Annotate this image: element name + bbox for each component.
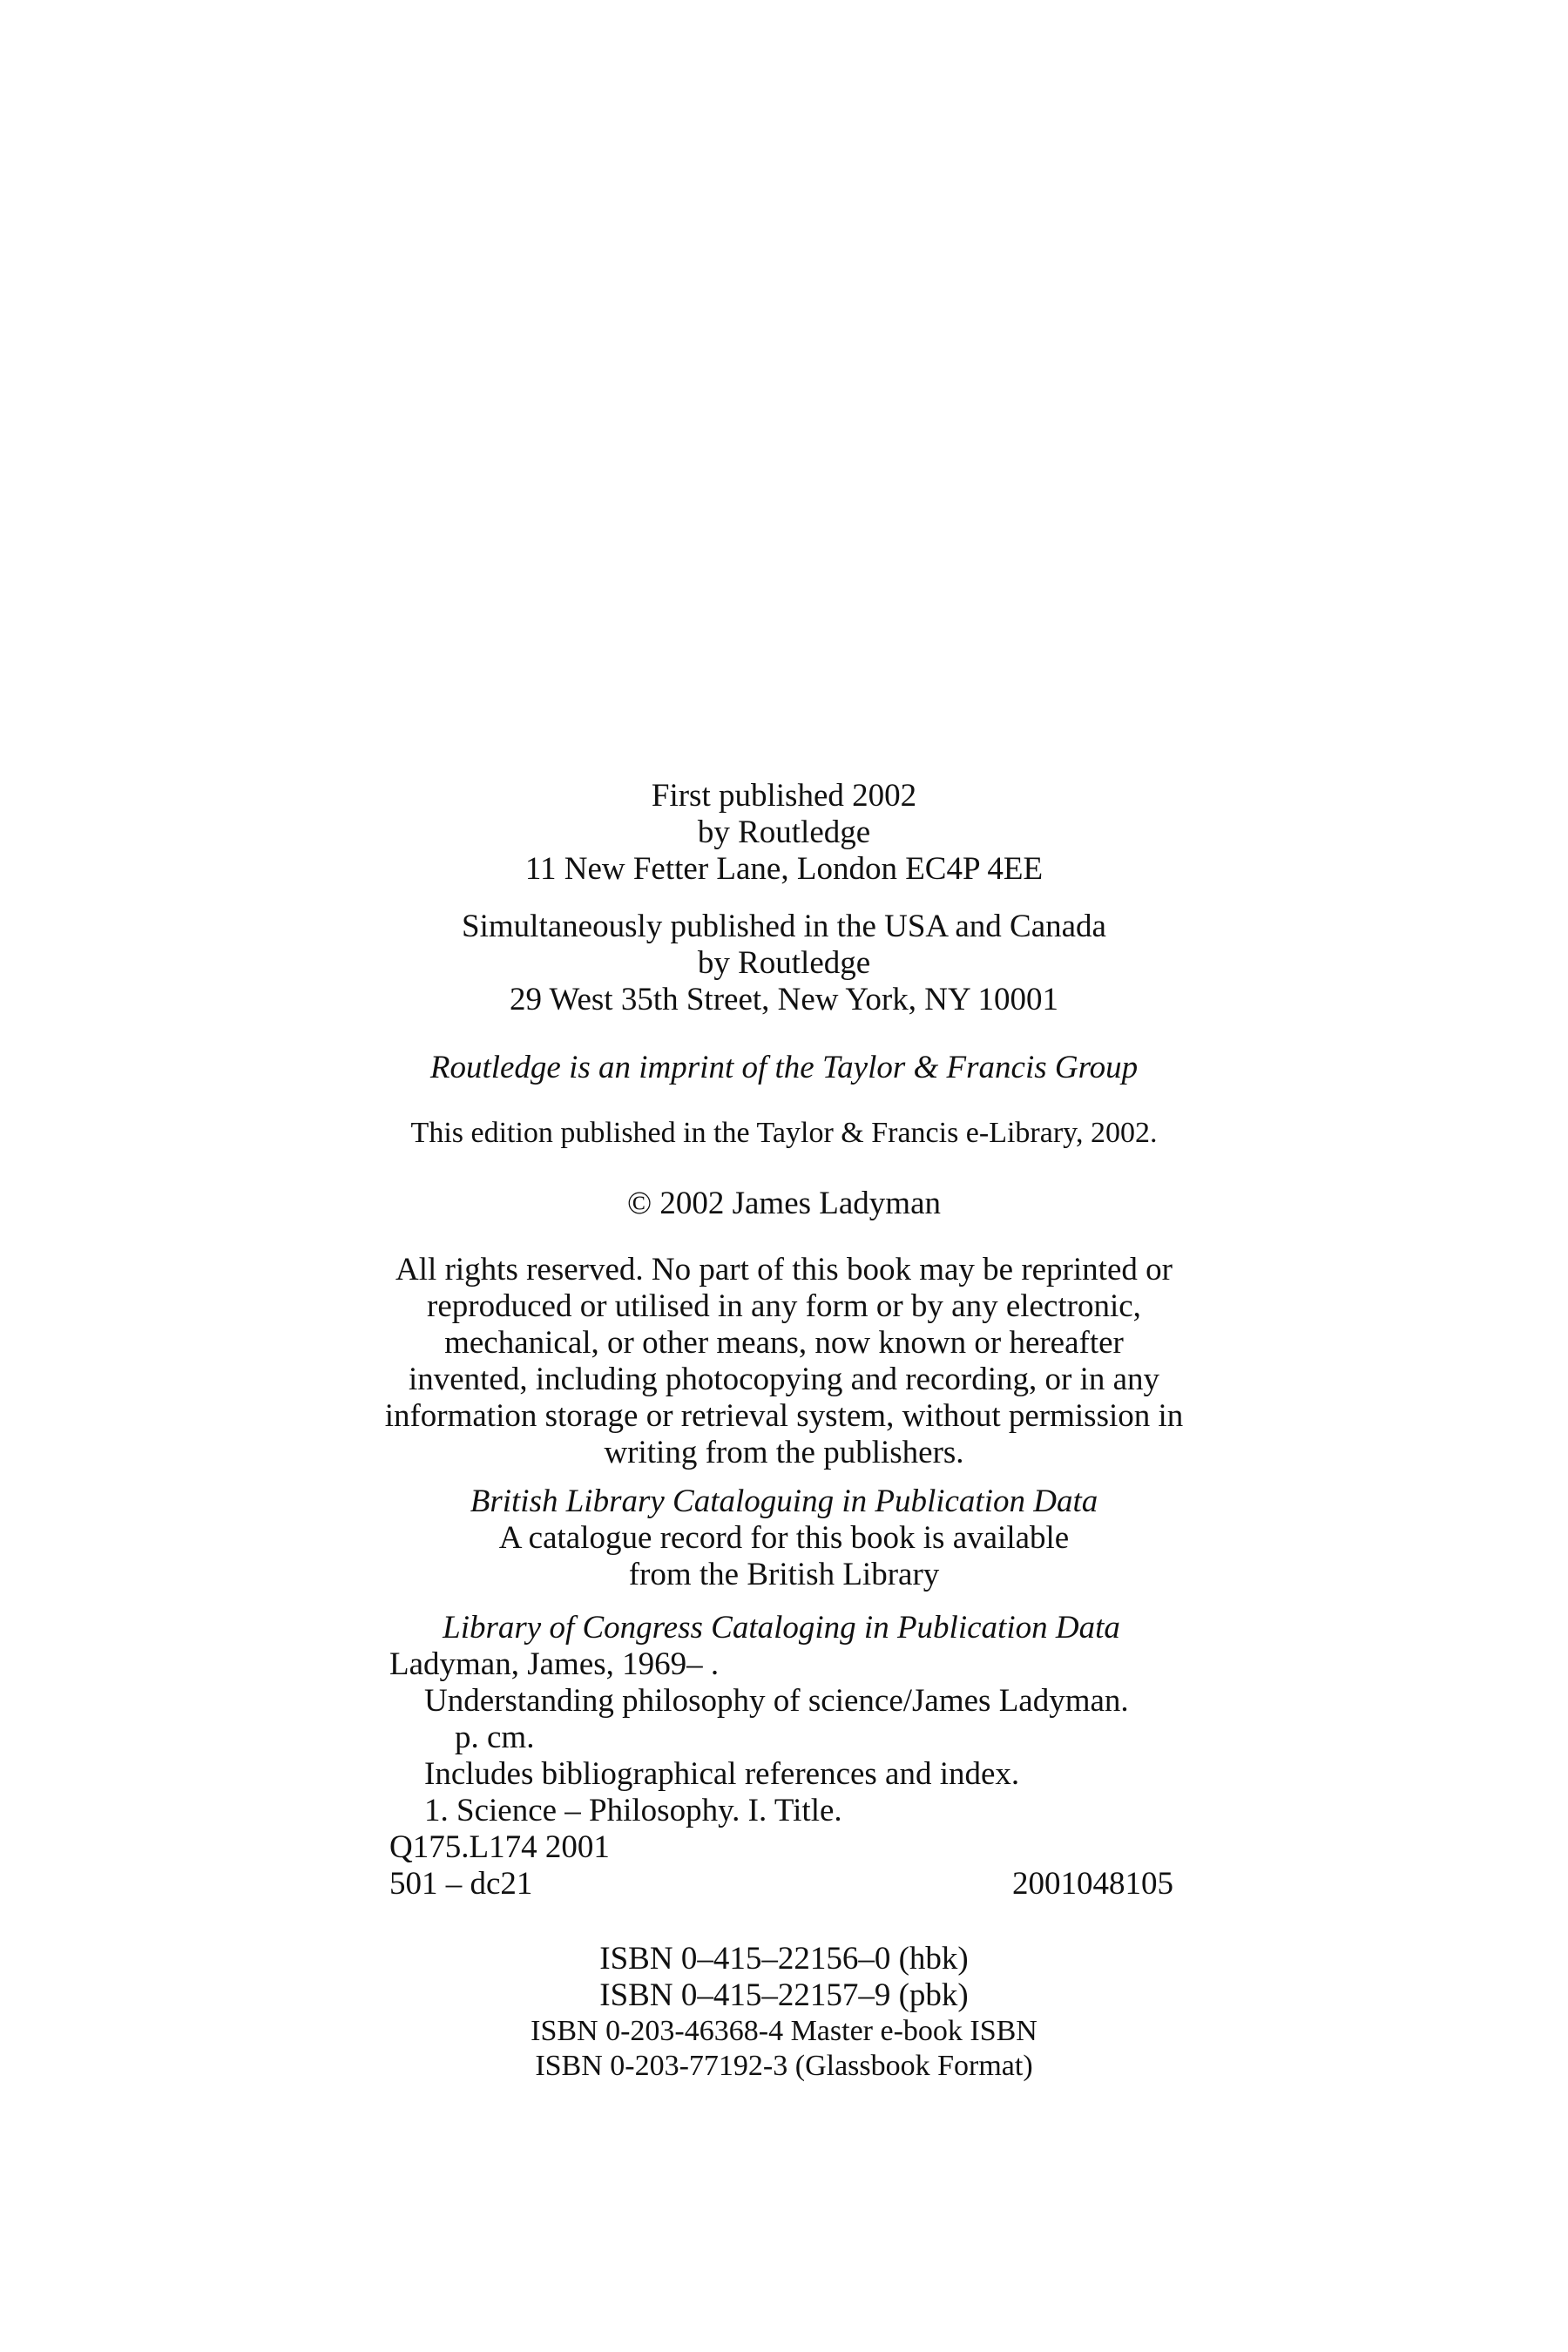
british-library-heading: British Library Cataloguing in Publication Data: [470, 1484, 1098, 1519]
library-of-congress-block: [389, 1610, 1173, 1903]
copyright-line: © 2002 James Ladyman: [626, 1186, 941, 1221]
publisher-line-us: by Routledge: [697, 945, 871, 981]
simultaneous-line: Simultaneously published in the USA and Canada: [462, 909, 1106, 944]
isbn-line: ISBN 0-203-46368-4 Master e-book ISBN: [531, 2015, 1037, 2047]
usa-canada-block: [0, 909, 1568, 1018]
copyright-block: [0, 1186, 1568, 1222]
rights-line: invented, including photocopying and recording, or in any: [408, 1362, 1160, 1397]
publisher-line-uk: by Routledge: [697, 814, 871, 850]
loc-dewey: 501 – dc21: [389, 1866, 533, 1902]
isbn-line: ISBN 0-203-77192-3 (Glassbook Format): [535, 2050, 1033, 2082]
rights-line: All rights reserved. No part of this book may be reprinted or: [395, 1252, 1173, 1288]
ny-address-line: 29 West 35th Street, New York, NY 10001: [509, 982, 1059, 1017]
loc-heading: Library of Congress Cataloging in Publication Data: [443, 1610, 1120, 1646]
british-library-line: from the British Library: [628, 1557, 940, 1592]
loc-includes: Includes bibliographical references and index.: [424, 1756, 1020, 1792]
loc-dewey-row: [389, 1866, 1173, 1903]
loc-lccn: 2001048105: [1012, 1866, 1173, 1902]
london-address-line: 11 New Fetter Lane, London EC4P 4EE: [524, 851, 1044, 887]
rights-line: mechanical, or other means, now known or hereafter: [444, 1325, 1124, 1361]
first-published-line: First published 2002: [651, 778, 917, 814]
rights-line: reproduced or utilised in any form or by any electronic,: [427, 1288, 1141, 1324]
loc-subject: 1. Science – Philosophy. I. Title.: [424, 1793, 842, 1828]
loc-classification: Q175.L174 2001: [389, 1829, 610, 1865]
loc-pages: p. cm.: [455, 1720, 535, 1755]
loc-author: Ladyman, James, 1969– .: [389, 1646, 720, 1682]
rights-line: information storage or retrieval system, without permission in: [384, 1398, 1184, 1434]
rights-line: writing from the publishers.: [604, 1435, 964, 1470]
isbn-line: ISBN 0–415–22157–9 (pbk): [599, 1977, 969, 2013]
imprint-line: Routledge is an imprint of the Taylor & Francis Group: [429, 1050, 1139, 1085]
edition-line: This edition published in the Taylor & Francis e-Library, 2002.: [410, 1117, 1158, 1149]
imprint-block: [0, 1050, 1568, 1086]
first-published-block: [0, 778, 1568, 888]
isbn-block: [0, 1941, 1568, 2084]
british-library-line: A catalogue record for this book is available: [498, 1520, 1070, 1556]
british-library-block: [0, 1484, 1568, 1593]
edition-block: [0, 1116, 1568, 1151]
rights-block: [0, 1252, 1568, 1471]
loc-title: Understanding philosophy of science/James Ladyman.: [424, 1683, 1129, 1719]
isbn-line: ISBN 0–415–22156–0 (hbk): [599, 1941, 969, 1977]
